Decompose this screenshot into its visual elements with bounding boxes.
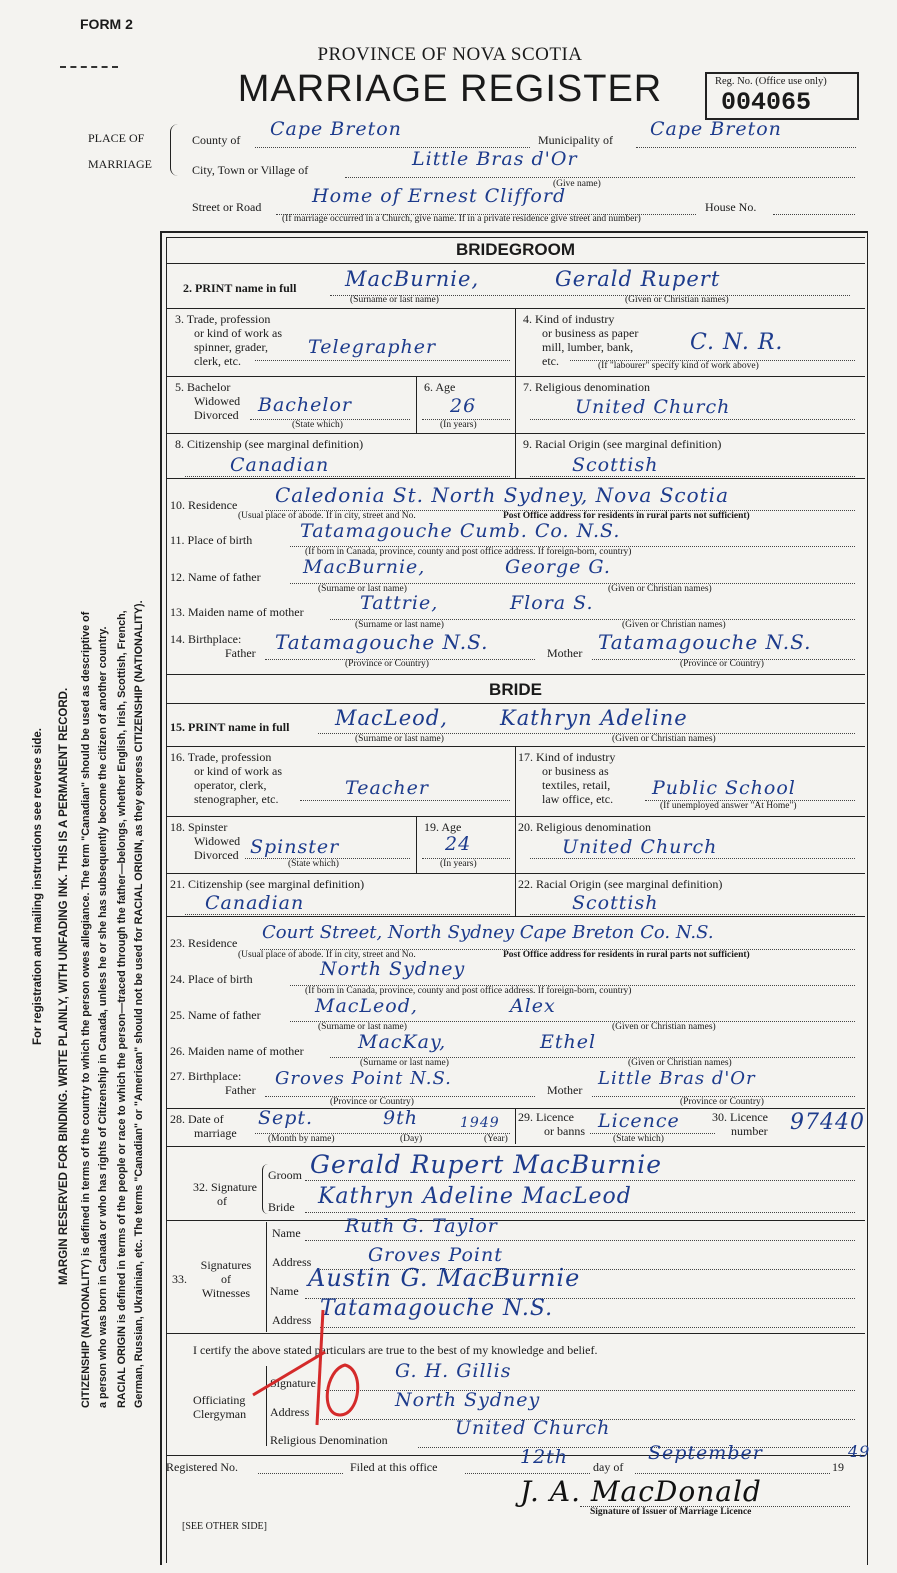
witness2-name-label: Name	[270, 1284, 299, 1298]
marriage-year: 1949	[460, 1115, 500, 1131]
margin-instructions: For registration and mailing instructions see reverse side.	[32, 728, 44, 1045]
bride-age-label: 19. Age	[424, 820, 462, 834]
surname-note: (Surname or last name)	[318, 1022, 407, 1032]
given-note: (Given or Christian names)	[608, 584, 712, 594]
clergy-denomination-label: Religious Denomination	[270, 1433, 388, 1447]
groom-residence: Caledonia St. North Sydney, Nova Scotia	[275, 483, 729, 507]
bride-name-label: 15. PRINT name in full	[170, 720, 290, 734]
father-label: Father	[225, 646, 256, 660]
municipality-label: Municipality of	[538, 133, 613, 147]
bride-father-label: 25. Name of father	[170, 1008, 261, 1022]
filed-day: 12th	[520, 1446, 569, 1468]
city-note: (Give name)	[553, 179, 601, 189]
bride-father-surname: MacLeod,	[315, 995, 418, 1017]
residence-note-1: (Usual place of abode. If in city, street and No.	[238, 511, 416, 521]
filed-label: Filed at this office	[350, 1460, 438, 1474]
groom-industry: C. N. R.	[690, 330, 784, 355]
surname-note: (Surname or last name)	[360, 1058, 449, 1068]
groom-citizenship: Canadian	[230, 454, 330, 476]
day-of-label: day of	[593, 1460, 624, 1474]
county-label: County of	[192, 133, 241, 147]
bride-status-label: 18. Spinster Widowed Divorced	[170, 820, 241, 862]
street-value: Home of Ernest Clifford	[312, 185, 567, 207]
bride-father-given: Alex	[510, 995, 556, 1017]
groom-sig-label: Groom	[268, 1168, 302, 1182]
document-title: MARRIAGE REGISTER	[237, 68, 663, 110]
residence-note-2: Post Office address for residents in rural parts not sufficient)	[503, 511, 750, 521]
groom-father-label: 12. Name of father	[170, 570, 261, 584]
bride-citizenship: Canadian	[205, 892, 305, 914]
groom-religion: United Church	[575, 396, 731, 418]
place-of-label: PLACE OF	[88, 131, 145, 145]
groom-father-given: George G.	[505, 556, 611, 578]
groom-trade: Telegrapher	[308, 336, 437, 358]
bride-religion: United Church	[562, 836, 718, 858]
bride-father-birth: Groves Point N.S.	[275, 1068, 452, 1089]
street-note: (If marriage occurred in a Church, give name. If in a private residence give street and number)	[282, 214, 641, 224]
birthplace-note: (If born in Canada, province, county and post office address. If foreign-born, country)	[305, 547, 632, 557]
groom-birthplace: Tatamagouche Cumb. Co. N.S.	[300, 520, 621, 542]
surname-note: (Surname or last name)	[355, 734, 444, 744]
bride-industry: Public School	[652, 777, 796, 799]
marriage-label: MARRIAGE	[88, 157, 153, 171]
witness2-address: Tatamagouche N.S.	[320, 1296, 554, 1321]
issuer-label: Signature of Issuer of Marriage Licence	[590, 1507, 752, 1517]
surname-note: (Surname or last name)	[355, 620, 444, 630]
province-note: (Province or Country)	[680, 659, 764, 669]
mother-label: Mother	[547, 646, 583, 660]
groom-citizenship-label: 8. Citizenship (see marginal definition)	[175, 437, 364, 451]
clergy-signature: G. H. Gillis	[395, 1360, 512, 1382]
licence-type: Licence	[598, 1110, 680, 1132]
status-note: (State which)	[288, 859, 339, 869]
groom-origin: Scottish	[572, 454, 659, 476]
labourer-note: (If "labourer" specify kind of work above)	[598, 361, 759, 371]
bride-origin: Scottish	[572, 892, 659, 914]
bride-surname: MacLeod,	[335, 706, 448, 730]
brace	[170, 124, 181, 176]
signature-of-label: 32. Signature of	[193, 1180, 257, 1208]
bride-age: 24	[445, 833, 472, 855]
marriage-day: 9th	[383, 1107, 418, 1129]
birthplace-note: (If born in Canada, province, county and post office address. If foreign-born, country)	[305, 986, 632, 996]
marriage-month: Sept.	[258, 1107, 314, 1129]
witness2-name: Austin G. MacBurnie	[308, 1264, 581, 1292]
groom-residence-label: 10. Residence	[170, 498, 238, 512]
street-label: Street or Road	[192, 200, 262, 214]
reg-no-label: Reg. No. (Office use only)	[715, 76, 827, 87]
licence-banns-label: 29. Licence or banns	[518, 1110, 585, 1138]
bride-heading: BRIDE	[489, 680, 542, 699]
racial-origin-definition-1: RACIAL ORIGIN is defined in terms of the people or race to which the person—traced through the father—belongs, whether English, Irish, Scottish, French,	[116, 610, 128, 1408]
bride-industry-label: 17. Kind of industry or business as textiles, retail, law office, etc.	[518, 750, 616, 806]
province-note: (Province or Country)	[330, 1097, 414, 1107]
bride-sig-label: Bride	[268, 1200, 295, 1214]
marriage-date-label: 28. Date of marriage	[170, 1112, 237, 1140]
groom-origin-label: 9. Racial Origin (see marginal definition)	[523, 437, 722, 451]
bride-given: Kathryn Adeline	[500, 706, 688, 730]
filed-year: 49	[848, 1442, 871, 1461]
groom-mother-birth: Tatamagouche N.S.	[598, 630, 812, 654]
filed-month: September	[648, 1442, 763, 1464]
groom-status-label: 5. Bachelor Widowed Divorced	[175, 380, 241, 422]
groom-status: Bachelor	[258, 394, 353, 416]
bride-residence-label: 23. Residence	[170, 936, 238, 950]
province-note: (Province or Country)	[345, 659, 429, 669]
groom-birthplace-label: 11. Place of birth	[170, 533, 253, 547]
bride-birthplace: North Sydney	[320, 958, 466, 980]
issuer-signature: J. A. MacDonald	[520, 1475, 762, 1508]
bride-origin-label: 22. Racial Origin (see marginal definition)	[518, 877, 723, 891]
witness1-address: Groves Point	[368, 1244, 503, 1266]
clergy-denomination: United Church	[455, 1417, 611, 1439]
witnesses-label: Signatures of Witnesses	[200, 1258, 252, 1300]
bride-birthplace-label: 24. Place of birth	[170, 972, 253, 986]
bride-mother-given: Ethel	[540, 1031, 597, 1053]
binding-margin	[0, 0, 160, 1573]
father-label: Father	[225, 1083, 256, 1097]
pen-mark	[60, 66, 118, 68]
groom-father-birth: Tatamagouche N.S.	[275, 630, 489, 654]
margin-warning: MARGIN RESERVED FOR BINDING. WRITE PLAINLY, WITH UNFADING INK. THIS IS A PERMANENT RECORD.	[58, 687, 70, 1285]
see-other-side: [SEE OTHER SIDE]	[182, 1521, 267, 1532]
groom-age-label: 6. Age	[424, 380, 456, 394]
bride-trade-label: 16. Trade, profession or kind of work as operator, clerk, stenographer, etc.	[170, 750, 282, 806]
groom-age: 26	[450, 395, 477, 417]
witness1-address-label: Address	[272, 1255, 312, 1269]
bride-mother-birth: Little Bras d'Or	[598, 1068, 756, 1089]
year-prefix: 19	[832, 1460, 844, 1474]
witness1-name-label: Name	[272, 1226, 301, 1240]
city-label: City, Town or Village of	[192, 163, 309, 177]
clergy-signature-label: Signature	[270, 1376, 316, 1390]
bride-status: Spinster	[250, 836, 340, 858]
province-note: (Province or Country)	[680, 1097, 764, 1107]
status-note: (State which)	[292, 420, 343, 430]
groom-signature: Gerald Rupert MacBurnie	[310, 1150, 663, 1179]
reg-no-value: 004065	[721, 88, 812, 117]
city-value: Little Bras d'Or	[412, 148, 578, 170]
given-note: (Given or Christian names)	[612, 1022, 716, 1032]
racial-origin-definition-2: German, Russian, Ukrainian, etc. The terms "Canadian" or "American" should not be used for RACIAL ORIGIN, as they express CITIZENSHIP (NATIONALITY).	[133, 600, 145, 1408]
mother-label: Mother	[547, 1083, 583, 1097]
certification-statement: I certify the above stated particulars are true to the best of my knowledge and belief.	[193, 1343, 598, 1357]
citizenship-definition-2: a person who was born in Canada or who has rights of Citizenship in Canada, unless he or she has subsequently become the citizen of another country.	[97, 626, 109, 1408]
given-note: (Given or Christian names)	[628, 1058, 732, 1068]
registered-no-label: Registered No.	[166, 1460, 238, 1474]
bride-signature: Kathryn Adeline MacLeod	[318, 1184, 632, 1209]
bride-citizenship-label: 21. Citizenship (see marginal definition)	[170, 877, 365, 891]
day-note: (Day)	[400, 1134, 423, 1144]
bride-mother-surname: MacKay,	[358, 1031, 447, 1053]
state-which-note: (State which)	[613, 1134, 664, 1144]
given-note: (Given or Christian names)	[625, 295, 729, 305]
bridegroom-heading: BRIDEGROOM	[456, 240, 575, 259]
province-heading: PROVINCE OF NOVA SCOTIA	[317, 44, 583, 65]
bride-trade: Teacher	[345, 777, 429, 799]
groom-father-surname: MacBurnie,	[303, 556, 426, 578]
licence-number: 97440	[790, 1110, 865, 1135]
form-number: FORM 2	[80, 16, 133, 32]
groom-surname: MacBurnie,	[345, 267, 480, 291]
bride-residence: Court Street, North Sydney Cape Breton Co. N.S.	[262, 922, 714, 943]
groom-mother-surname: Tattrie,	[360, 592, 439, 614]
groom-mother-given: Flora S.	[510, 592, 594, 614]
county-value: Cape Breton	[270, 118, 402, 140]
officiating-clergyman-label: Officiating Clergyman	[193, 1393, 247, 1421]
groom-religion-label: 7. Religious denomination	[523, 380, 650, 394]
witnesses-number: 33.	[172, 1272, 187, 1286]
residence-note-2: Post Office address for residents in rural parts not sufficient)	[503, 950, 750, 960]
age-note: (In years)	[440, 420, 477, 430]
bride-mother-label: 26. Maiden name of mother	[170, 1044, 304, 1058]
clergy-address-label: Address	[270, 1405, 310, 1419]
house-no-label: House No.	[705, 200, 757, 214]
residence-note-1: (Usual place of abode. If in city, street and No.	[238, 950, 416, 960]
groom-parents-birthplace-label: 14. Birthplace:	[170, 632, 242, 646]
clergy-address: North Sydney	[395, 1389, 541, 1411]
unemployed-note: (If unemployed answer "At Home")	[660, 801, 797, 811]
groom-industry-label: 4. Kind of industry or business as paper mill, lumber, bank, etc.	[523, 312, 639, 368]
given-note: (Given or Christian names)	[622, 620, 726, 630]
citizenship-definition-1: CITIZENSHIP (NATIONALITY) is defined in terms of the country to which the person owes allegiance. The term "Canadian" should be used as descriptive of	[80, 611, 92, 1408]
surname-note: (Surname or last name)	[318, 584, 407, 594]
groom-name-label: 2. PRINT name in full	[183, 281, 297, 295]
witness1-name: Ruth G. Taylor	[345, 1215, 498, 1237]
surname-note: (Surname or last name)	[350, 295, 439, 305]
witness2-address-label: Address	[272, 1313, 312, 1327]
year-note: (Year)	[484, 1134, 508, 1144]
given-note: (Given or Christian names)	[612, 734, 716, 744]
bride-parents-birthplace-label: 27. Birthplace:	[170, 1069, 242, 1083]
bride-religion-label: 20. Religious denomination	[518, 820, 651, 834]
municipality-value: Cape Breton	[650, 118, 782, 140]
groom-trade-label: 3. Trade, profession or kind of work as spinner, grader, clerk, etc.	[175, 312, 282, 368]
red-pencil-mark	[245, 1290, 375, 1440]
licence-number-label: 30. Licence number	[712, 1110, 768, 1138]
groom-mother-label: 13. Maiden name of mother	[170, 605, 304, 619]
age-note: (In years)	[440, 859, 477, 869]
groom-given: Gerald Rupert	[555, 267, 721, 291]
reg-no-box	[705, 72, 859, 120]
month-note: (Month by name)	[268, 1134, 335, 1144]
